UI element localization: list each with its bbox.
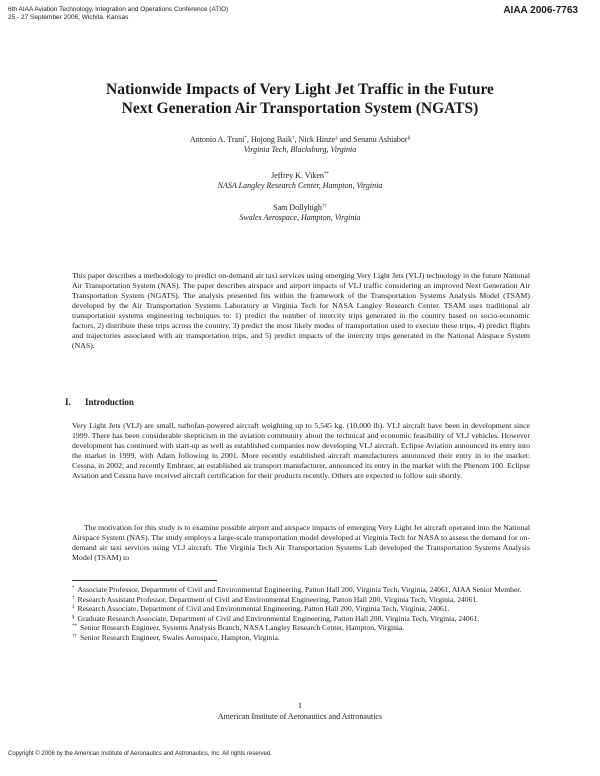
footnote-text: Graduate Research Associate, Department of Civil and Environmental Engineering, Patton Hall 200, Virginia Tech, Virginia, 24061.: [77, 613, 480, 623]
abstract: This paper describes a methodology to predict on-demand air taxi services using emerging Very Light Jets (VLJ) technology in the future National Air Transportation System (NAS). The paper describes airspace and airport impacts of VLJ traffic considering an improved Next Generation Air Transportation System (NGATS). The analysis presented fits within the framework of the Transportation Systems Analysis Model (TSAM) developed by the Air Transportation Systems Laboratory at Virginia Tech for NASA Langley Research Center. TSAM uses traditional air transportation systems engineering techniques to: 1) predict the number of intercity trips generated in the country based on socio-economic factors, 2) distribute these trips across the country, 3) predict the most likely modes of transportation used to execute these trips, 4) predict flights and trajectories associated with air transportation trips, and 5) predict impacts of the intercity trips generated in the National Airspace System (NAS).: [72, 271, 530, 350]
footnote: [72, 585, 530, 595]
author-hinze: , Nick Hinze: [294, 135, 336, 144]
author-group-3: [0, 203, 600, 223]
organization-footer: American Institute of Aeronautics and Astronautics: [217, 712, 383, 721]
footnote-mark: §: [72, 614, 75, 620]
footnote-mark: ††: [72, 633, 77, 639]
author-mark: †: [291, 136, 295, 141]
author-group-2: [0, 171, 600, 191]
footnote: [72, 604, 530, 614]
conference-header: [8, 6, 228, 22]
author-names-1: [0, 135, 600, 145]
paper-id: AIAA 2006-7763: [503, 5, 578, 16]
footnote-divider: [72, 580, 217, 581]
author-mark: ‡: [335, 136, 338, 141]
footnote: [72, 595, 530, 605]
author-ashiabor: and Senanu Ashiabor: [337, 135, 408, 144]
footnote-text: Research Associate, Department of Civil and Environmental Engineering, Patton Hall 200, Virginia Tech, Virginia, 24061.: [77, 604, 450, 614]
author-baik: , Hojong Baik: [246, 135, 292, 144]
conference-line-2: 25 - 27 September 2006, Wichita, Kansas: [8, 14, 129, 21]
title-line-1: Nationwide Impacts of Very Light Jet Traffic in the Future: [106, 81, 494, 98]
affiliation-1: Virginia Tech, Blacksburg, Virginia: [243, 145, 357, 154]
paper-title: [60, 80, 540, 118]
author-mark: *: [244, 136, 247, 141]
intro-paragraph-1: Very Light Jets (VLJ) are small, turbofan-powered aircraft weighting up to 5,545 kg. (10,000 lb). VLJ aircraft have been in development since 1999. There has been considerable skepticism in the aviation community about the technical and economic feasibility of VLJ vehicles. However development has continued with start-up as well as established companies now developing VLJ aircraft. Eclipse Aviation announced its entry into the market in 1999, with Adam following in 2001. More recently established aircraft manufacturers announced their entry in to the market: Cessna, in 2002; and recently Embraer, an established air transport manufacturer, announced its entry in the market with the Phenom 100. Eclipse Aviation and Cessna have received aircraft certification for their products recently. Others are expected to follow suit shortly.: [72, 421, 530, 480]
footnote-mark: **: [72, 624, 77, 630]
conference-line-1: 6th AIAA Aviation Technology, Integration and Operations Conference (ATIO): [8, 6, 229, 13]
intro-paragraph-2: The motivation for this study is to examine possible airport and airspace impacts of emerging Very Light Jet aircraft operated into the National Airspace System (NAS). The study employs a large-scale transportation model developed at Virginia Tech for NASA to assess the demand for on-demand air taxi services using VLJ aircraft. The Virginia Tech Air Transportation Systems Lab developed the Transportation Systems Analysis Model (TSAM) to: [72, 523, 530, 562]
section-title: Introduction: [85, 397, 134, 407]
author-mark: §: [407, 136, 411, 141]
footnote: [72, 633, 530, 643]
section-heading-introduction: [65, 397, 134, 407]
copyright-notice: Copyright © 2006 by the American Institute of Aeronautics and Astronautics, Inc. All rights reserved.: [8, 751, 272, 757]
author-trani: Antonio A. Trani: [189, 135, 245, 144]
title-line-2: Next Generation Air Transportation System (NGATS): [121, 100, 479, 117]
section-number: I.: [65, 397, 71, 407]
footnote-text: Senior Research Engineer, Swales Aerospace, Hampton, Virginia.: [80, 632, 280, 642]
footnote-mark: ‡: [72, 605, 75, 611]
footnote-mark: †: [72, 595, 75, 601]
author-name-3: [0, 203, 600, 213]
footnote-text: Senior Research Engineer, Systems Analysis Branch, NASA Langley Research Center, Hampton, Virginia.: [80, 623, 405, 633]
footnote: [72, 623, 530, 633]
author-mark: **: [323, 172, 329, 177]
footnote: [72, 614, 530, 624]
author-group-1: [0, 135, 600, 155]
footnote-text: Research Assistant Professor, Department of Civil and Environmental Engineering, Patton Hall 200, Virginia Tech, Virginia, 24061.: [77, 594, 479, 604]
page-number: 1: [298, 701, 302, 710]
author-mark: ††: [321, 204, 327, 209]
author-dollyhigh: Sam Dollyhigh: [273, 203, 322, 212]
footnote-mark: *: [72, 586, 75, 591]
author-viken: Jeffrey K. Viken: [271, 171, 324, 180]
affiliation-3: Swales Aerospace, Hampton, Virginia: [239, 213, 361, 222]
author-name-2: [0, 171, 600, 181]
footnote-text: Associate Professor, Department of Civil and Environmental Engineering, Patton Hall 200, Virginia Tech, Virginia, 24061, AIAA Senior Member.: [77, 585, 522, 594]
affiliation-2: NASA Langley Research Center, Hampton, Virginia: [217, 181, 383, 190]
footnotes: [72, 585, 530, 643]
